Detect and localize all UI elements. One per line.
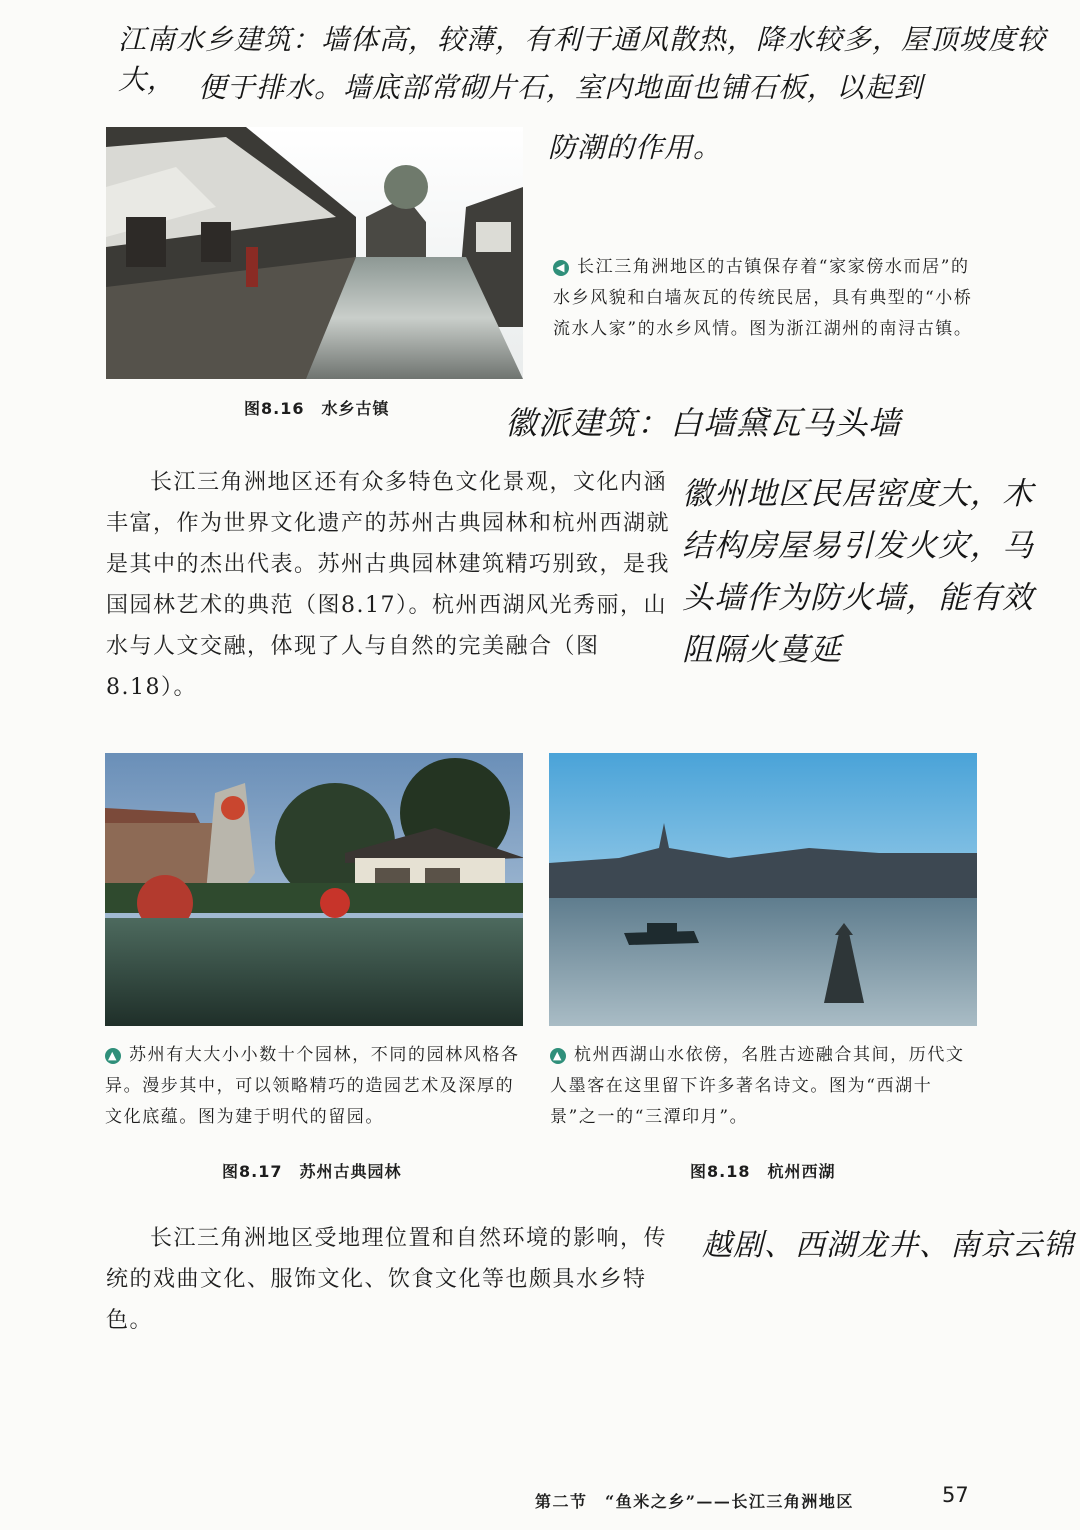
- arrow-left-icon: ◀: [553, 260, 569, 276]
- figure-8-16-label: 图8.16 水乡古镇: [244, 399, 390, 418]
- figure-8-17-caption-text: 苏州有大大小小数十个园林，不同的园林风格各异。漫步其中，可以领略精巧的造园艺术及深厚的文化底蕴。图为建于明代的留园。: [105, 1045, 520, 1127]
- body-paragraph-1: 长江三角洲地区还有众多特色文化景观，文化内涵丰富，作为世界文化遗产的苏州古典园林和杭州西湖就是其中的杰出代表。苏州古典园林建筑精巧别致，是我国园林艺术的典范（图8.17）。杭州西湖风光秀丽，山水与人文交融，体现了人与自然的完美融合（图8.18）。: [106, 470, 671, 700]
- figure-8-17-label: 图8.17 苏州古典园林: [222, 1162, 402, 1181]
- figure-8-18-caption-text: 杭州西湖山水依傍，名胜古迹融合其间，历代文人墨客在这里留下许多著名诗文。图为“西湖十景”之一的“三潭印月”。: [550, 1045, 965, 1127]
- footer-section-title: 第二节 “鱼米之乡”——长江三角洲地区: [535, 1492, 854, 1511]
- handwritten-hui-style-title: 徽派建筑：白墙黛瓦马头墙: [505, 404, 902, 442]
- arrow-up-icon: ▲: [550, 1048, 566, 1064]
- figure-8-17-caption: [105, 1040, 525, 1133]
- handwritten-culture-note: 越剧、西湖龙井、南京云锦: [702, 1228, 1074, 1263]
- handwritten-note-line2: 便于排水。墙底部常砌片石，室内地面也铺石板，以起到: [198, 71, 924, 104]
- page-number: 57: [942, 1483, 969, 1507]
- handwritten-note-line3: 防潮的作用。: [548, 131, 723, 164]
- handwritten-hui-style-note: 徽州地区民居密度大，木结构房屋易引发火灾，马头墙作为防火墙，能有效阻隔火蔓延: [682, 476, 1034, 668]
- west-lake-photo: [549, 753, 977, 1026]
- body-paragraph-2: 长江三角洲地区受地理位置和自然环境的影响，传统的戏曲文化、服饰文化、饮食文化等也颇具水乡特色。: [106, 1226, 668, 1333]
- figure-8-18-label: 图8.18 杭州西湖: [690, 1162, 836, 1181]
- arrow-up-icon: ▲: [105, 1048, 121, 1064]
- figure-8-16-caption-text: 长江三角洲地区的古镇保存着“家家傍水而居”的水乡风貌和白墙灰瓦的传统民居，具有典型的“小桥流水人家”的水乡风情。图为浙江湖州的南浔古镇。: [553, 257, 973, 339]
- figure-8-16-caption: [553, 252, 973, 345]
- handwritten-note-line1: 江南水乡建筑：墙体高，较薄，有利于通风散热，降水较多，屋顶坡度较大，: [118, 23, 1047, 96]
- suzhou-garden-photo: [105, 753, 523, 1026]
- figure-8-18-caption: [550, 1040, 978, 1133]
- water-town-photo: [106, 127, 523, 379]
